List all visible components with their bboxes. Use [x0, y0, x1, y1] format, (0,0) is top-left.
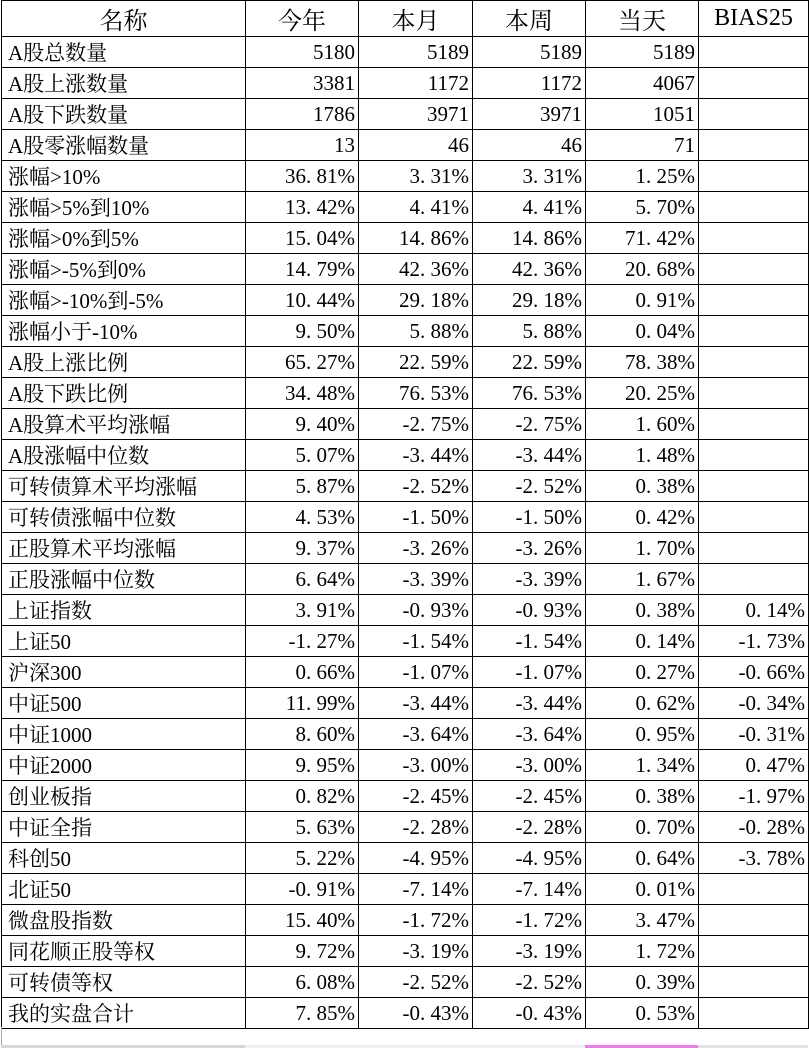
value-cell[interactable]: 9. 72%	[246, 936, 359, 967]
value-cell[interactable]: 20. 25%	[586, 378, 699, 409]
value-cell[interactable]	[699, 471, 809, 502]
row-label-cell[interactable]: 微盘股指数	[2, 905, 246, 936]
value-cell[interactable]: -2. 52%	[473, 967, 586, 998]
value-cell[interactable]	[699, 99, 809, 130]
value-cell[interactable]: -3. 00%	[359, 750, 473, 781]
value-cell[interactable]: 0. 38%	[586, 595, 699, 626]
value-cell[interactable]	[699, 874, 809, 905]
table-row	[2, 471, 809, 502]
row-label-cell[interactable]: 科创50	[2, 843, 246, 874]
value-cell[interactable]: 3. 31%	[359, 161, 473, 192]
value-cell[interactable]	[699, 316, 809, 347]
value-cell[interactable]: -1. 50%	[359, 502, 473, 533]
value-cell[interactable]: 78. 38%	[586, 347, 699, 378]
row-label-cell[interactable]: A股涨幅中位数	[2, 440, 246, 471]
value-cell[interactable]: 1. 67%	[586, 564, 699, 595]
value-cell[interactable]: 76. 53%	[359, 378, 473, 409]
value-cell[interactable]: 22. 59%	[473, 347, 586, 378]
value-cell[interactable]: 1051	[586, 99, 699, 130]
value-cell[interactable]: -2. 52%	[359, 471, 473, 502]
row-label-cell[interactable]: 我的实盘合计	[2, 998, 246, 1029]
table-row	[2, 37, 809, 68]
table-row	[2, 347, 809, 378]
value-cell[interactable]: -0. 43%	[473, 998, 586, 1029]
value-cell[interactable]: 5. 70%	[586, 192, 699, 223]
value-cell[interactable]	[699, 564, 809, 595]
value-cell[interactable]: 15. 40%	[246, 905, 359, 936]
value-cell[interactable]: 5. 63%	[246, 812, 359, 843]
value-cell[interactable]: 14. 79%	[246, 254, 359, 285]
value-cell[interactable]: -0. 93%	[473, 595, 586, 626]
value-cell[interactable]: 65. 27%	[246, 347, 359, 378]
value-cell[interactable]: 42. 36%	[473, 254, 586, 285]
value-cell[interactable]	[699, 409, 809, 440]
row-label-cell[interactable]: 中证1000	[2, 719, 246, 750]
value-cell[interactable]: 0. 39%	[586, 967, 699, 998]
value-cell[interactable]: 5189	[359, 37, 473, 68]
row-label-cell[interactable]: 沪深300	[2, 657, 246, 688]
value-cell[interactable]: 5. 88%	[473, 316, 586, 347]
table-row	[2, 533, 809, 564]
value-cell[interactable]: 4. 41%	[473, 192, 586, 223]
value-cell[interactable]: -2. 28%	[359, 812, 473, 843]
value-cell[interactable]: -2. 52%	[359, 967, 473, 998]
value-cell[interactable]: -1. 73%	[699, 626, 809, 657]
value-cell[interactable]: 1172	[473, 68, 586, 99]
row-label-cell[interactable]: 创业板指	[2, 781, 246, 812]
value-cell[interactable]: 3. 91%	[246, 595, 359, 626]
value-cell[interactable]: 13. 42%	[246, 192, 359, 223]
value-cell[interactable]: 5189	[473, 37, 586, 68]
value-cell[interactable]: 0. 38%	[586, 471, 699, 502]
row-label-cell[interactable]: 中证2000	[2, 750, 246, 781]
value-cell[interactable]: 1. 48%	[586, 440, 699, 471]
value-cell[interactable]: 42. 36%	[359, 254, 473, 285]
value-cell[interactable]: -0. 43%	[359, 998, 473, 1029]
value-cell[interactable]: -3. 78%	[699, 843, 809, 874]
value-cell[interactable]: 14. 86%	[359, 223, 473, 254]
value-cell[interactable]: 11. 99%	[246, 688, 359, 719]
table-row	[2, 595, 809, 626]
value-cell[interactable]: 14. 86%	[473, 223, 586, 254]
value-cell[interactable]	[699, 37, 809, 68]
row-label-cell[interactable]: A股下跌比例	[2, 378, 246, 409]
value-cell[interactable]	[699, 967, 809, 998]
value-cell[interactable]: -0. 34%	[699, 688, 809, 719]
value-cell[interactable]: -3. 44%	[473, 440, 586, 471]
row-label-cell[interactable]: 北证50	[2, 874, 246, 905]
value-cell[interactable]: 8. 60%	[246, 719, 359, 750]
value-cell[interactable]: 5. 07%	[246, 440, 359, 471]
value-cell[interactable]: 3381	[246, 68, 359, 99]
value-cell[interactable]	[699, 347, 809, 378]
table-row	[2, 161, 809, 192]
row-label-cell[interactable]: 涨幅>10%	[2, 161, 246, 192]
value-cell[interactable]: -3. 26%	[359, 533, 473, 564]
value-cell[interactable]: -3. 00%	[473, 750, 586, 781]
value-cell[interactable]: 0. 70%	[586, 812, 699, 843]
table-row	[2, 688, 809, 719]
value-cell[interactable]: -1. 07%	[473, 657, 586, 688]
row-label-cell[interactable]: 正股涨幅中位数	[2, 564, 246, 595]
value-cell[interactable]: -2. 75%	[359, 409, 473, 440]
value-cell[interactable]: 1. 72%	[586, 936, 699, 967]
value-cell[interactable]: 1. 34%	[586, 750, 699, 781]
row-label-cell[interactable]: A股算术平均涨幅	[2, 409, 246, 440]
value-cell[interactable]: 22. 59%	[359, 347, 473, 378]
value-cell[interactable]: -0. 91%	[246, 874, 359, 905]
table-row	[2, 285, 809, 316]
table-row	[2, 626, 809, 657]
value-cell[interactable]: 4. 41%	[359, 192, 473, 223]
header-row	[2, 1, 809, 37]
value-cell[interactable]: -2. 52%	[473, 471, 586, 502]
value-cell[interactable]: 0. 53%	[586, 998, 699, 1029]
value-cell[interactable]: 3971	[359, 99, 473, 130]
table-row	[2, 874, 809, 905]
table-row	[2, 130, 809, 161]
value-cell[interactable]: 4067	[586, 68, 699, 99]
value-cell[interactable]	[699, 905, 809, 936]
table-row	[2, 502, 809, 533]
value-cell[interactable]	[699, 936, 809, 967]
row-label-cell[interactable]: 同花顺正股等权	[2, 936, 246, 967]
value-cell[interactable]: -2. 45%	[473, 781, 586, 812]
value-cell[interactable]: 46	[473, 130, 586, 161]
row-label-cell[interactable]: A股下跌数量	[2, 99, 246, 130]
value-cell[interactable]	[699, 161, 809, 192]
row-label-cell[interactable]: 中证全指	[2, 812, 246, 843]
value-cell[interactable]: 29. 18%	[473, 285, 586, 316]
row-label-cell[interactable]: A股上涨数量	[2, 68, 246, 99]
stock-stats-table	[1, 0, 809, 1029]
table-row	[2, 68, 809, 99]
value-cell[interactable]: 5189	[586, 37, 699, 68]
table-row	[2, 843, 809, 874]
value-cell[interactable]: 5180	[246, 37, 359, 68]
table-row	[2, 719, 809, 750]
row-label-cell[interactable]: A股总数量	[2, 37, 246, 68]
value-cell[interactable]: -3. 64%	[473, 719, 586, 750]
value-cell[interactable]: -2. 75%	[473, 409, 586, 440]
value-cell[interactable]: 0. 64%	[586, 843, 699, 874]
col-header-today[interactable]: 当天	[586, 1, 699, 37]
value-cell[interactable]: 71	[586, 130, 699, 161]
table-header	[2, 1, 809, 37]
table-row	[2, 192, 809, 223]
value-cell[interactable]: -1. 72%	[473, 905, 586, 936]
value-cell[interactable]: 9. 95%	[246, 750, 359, 781]
value-cell[interactable]: 0. 42%	[586, 502, 699, 533]
value-cell[interactable]: 0. 62%	[586, 688, 699, 719]
value-cell[interactable]	[699, 502, 809, 533]
table-row	[2, 750, 809, 781]
value-cell[interactable]: 1786	[246, 99, 359, 130]
value-cell[interactable]: -0. 28%	[699, 812, 809, 843]
table-row	[2, 409, 809, 440]
value-cell[interactable]: -0. 93%	[359, 595, 473, 626]
value-cell[interactable]	[699, 192, 809, 223]
value-cell[interactable]: -3. 26%	[473, 533, 586, 564]
value-cell[interactable]	[699, 378, 809, 409]
value-cell[interactable]: 20. 68%	[586, 254, 699, 285]
value-cell[interactable]	[699, 285, 809, 316]
value-cell[interactable]	[699, 998, 809, 1029]
value-cell[interactable]: -1. 50%	[473, 502, 586, 533]
table-row	[2, 254, 809, 285]
row-label-cell[interactable]: 涨幅小于-10%	[2, 316, 246, 347]
value-cell[interactable]: 9. 50%	[246, 316, 359, 347]
value-cell[interactable]: 9. 37%	[246, 533, 359, 564]
value-cell[interactable]: 34. 48%	[246, 378, 359, 409]
col-header-this-month[interactable]: 本月	[359, 1, 473, 37]
col-header-this-year[interactable]: 今年	[246, 1, 359, 37]
value-cell[interactable]: 6. 64%	[246, 564, 359, 595]
value-cell[interactable]: 0. 47%	[699, 750, 809, 781]
value-cell[interactable]: -4. 95%	[473, 843, 586, 874]
row-label-cell[interactable]: A股上涨比例	[2, 347, 246, 378]
value-cell[interactable]: 1. 70%	[586, 533, 699, 564]
row-label-cell[interactable]: 正股算术平均涨幅	[2, 533, 246, 564]
value-cell[interactable]: -0. 31%	[699, 719, 809, 750]
value-cell[interactable]: 13	[246, 130, 359, 161]
value-cell[interactable]: -1. 97%	[699, 781, 809, 812]
value-cell[interactable]	[699, 223, 809, 254]
value-cell[interactable]: 3. 31%	[473, 161, 586, 192]
value-cell[interactable]: -3. 19%	[473, 936, 586, 967]
table-row	[2, 781, 809, 812]
table-row	[2, 99, 809, 130]
value-cell[interactable]: -7. 14%	[473, 874, 586, 905]
value-cell[interactable]	[699, 130, 809, 161]
row-label-cell[interactable]: 中证500	[2, 688, 246, 719]
value-cell[interactable]: -3. 39%	[359, 564, 473, 595]
value-cell[interactable]: 36. 81%	[246, 161, 359, 192]
table-row	[2, 905, 809, 936]
table-row	[2, 657, 809, 688]
value-cell[interactable]	[699, 68, 809, 99]
value-cell[interactable]: -3. 44%	[359, 440, 473, 471]
value-cell[interactable]: 0. 38%	[586, 781, 699, 812]
value-cell[interactable]: 0. 01%	[586, 874, 699, 905]
table-row	[2, 440, 809, 471]
value-cell[interactable]: -1. 54%	[473, 626, 586, 657]
value-cell[interactable]: -1. 54%	[359, 626, 473, 657]
value-cell[interactable]: 7. 85%	[246, 998, 359, 1029]
table-row	[2, 936, 809, 967]
value-cell[interactable]	[699, 533, 809, 564]
value-cell[interactable]: -3. 44%	[359, 688, 473, 719]
value-cell[interactable]: -4. 95%	[359, 843, 473, 874]
table-left-edge-stub	[1, 1027, 2, 1045]
table-row	[2, 998, 809, 1029]
value-cell[interactable]: 0. 14%	[699, 595, 809, 626]
value-cell[interactable]: 5. 88%	[359, 316, 473, 347]
value-cell[interactable]: 0. 27%	[586, 657, 699, 688]
value-cell[interactable]: -1. 07%	[359, 657, 473, 688]
col-header-bias25[interactable]: BIAS25	[699, 1, 809, 37]
value-cell[interactable]: 5. 87%	[246, 471, 359, 502]
value-cell[interactable]: 10. 44%	[246, 285, 359, 316]
table-row	[2, 812, 809, 843]
table-row	[2, 967, 809, 998]
value-cell[interactable]: 1172	[359, 68, 473, 99]
table-row	[2, 223, 809, 254]
value-cell[interactable]: -3. 19%	[359, 936, 473, 967]
row-label-cell[interactable]: 涨幅>-5%到0%	[2, 254, 246, 285]
value-cell[interactable]: 0. 91%	[586, 285, 699, 316]
row-label-cell[interactable]: 上证50	[2, 626, 246, 657]
value-cell[interactable]: 3. 47%	[586, 905, 699, 936]
value-cell[interactable]: 0. 95%	[586, 719, 699, 750]
value-cell[interactable]: 71. 42%	[586, 223, 699, 254]
row-label-cell[interactable]: 涨幅>5%到10%	[2, 192, 246, 223]
row-label-cell[interactable]: 可转债等权	[2, 967, 246, 998]
value-cell[interactable]: 29. 18%	[359, 285, 473, 316]
value-cell[interactable]: 0. 66%	[246, 657, 359, 688]
value-cell[interactable]: 76. 53%	[473, 378, 586, 409]
value-cell[interactable]: 3971	[473, 99, 586, 130]
value-cell[interactable]: 15. 04%	[246, 223, 359, 254]
row-label-cell[interactable]: 可转债涨幅中位数	[2, 502, 246, 533]
value-cell[interactable]: -3. 39%	[473, 564, 586, 595]
value-cell[interactable]: 0. 82%	[246, 781, 359, 812]
col-header-this-week[interactable]: 本周	[473, 1, 586, 37]
value-cell[interactable]: 5. 22%	[246, 843, 359, 874]
row-label-cell[interactable]: 可转债算术平均涨幅	[2, 471, 246, 502]
col-header-name[interactable]: 名称	[2, 1, 246, 37]
value-cell[interactable]: -1. 27%	[246, 626, 359, 657]
value-cell[interactable]: -0. 66%	[699, 657, 809, 688]
table-row	[2, 378, 809, 409]
value-cell[interactable]	[699, 254, 809, 285]
value-cell[interactable]: 46	[359, 130, 473, 161]
table-row	[2, 564, 809, 595]
value-cell[interactable]: -7. 14%	[359, 874, 473, 905]
row-label-cell[interactable]: 涨幅>-10%到-5%	[2, 285, 246, 316]
value-cell[interactable]: 6. 08%	[246, 967, 359, 998]
value-cell[interactable]: -2. 45%	[359, 781, 473, 812]
table-row	[2, 316, 809, 347]
value-cell[interactable]: -3. 64%	[359, 719, 473, 750]
value-cell[interactable]: -3. 44%	[473, 688, 586, 719]
value-cell[interactable]: 4. 53%	[246, 502, 359, 533]
value-cell[interactable]: -2. 28%	[473, 812, 586, 843]
value-cell[interactable]: 0. 04%	[586, 316, 699, 347]
row-label-cell[interactable]: 上证指数	[2, 595, 246, 626]
value-cell[interactable]: 1. 25%	[586, 161, 699, 192]
value-cell[interactable]: 0. 14%	[586, 626, 699, 657]
value-cell[interactable]: 1. 60%	[586, 409, 699, 440]
value-cell[interactable]	[699, 440, 809, 471]
value-cell[interactable]: -1. 72%	[359, 905, 473, 936]
row-label-cell[interactable]: 涨幅>0%到5%	[2, 223, 246, 254]
row-label-cell[interactable]: A股零涨幅数量	[2, 130, 246, 161]
value-cell[interactable]: 9. 40%	[246, 409, 359, 440]
